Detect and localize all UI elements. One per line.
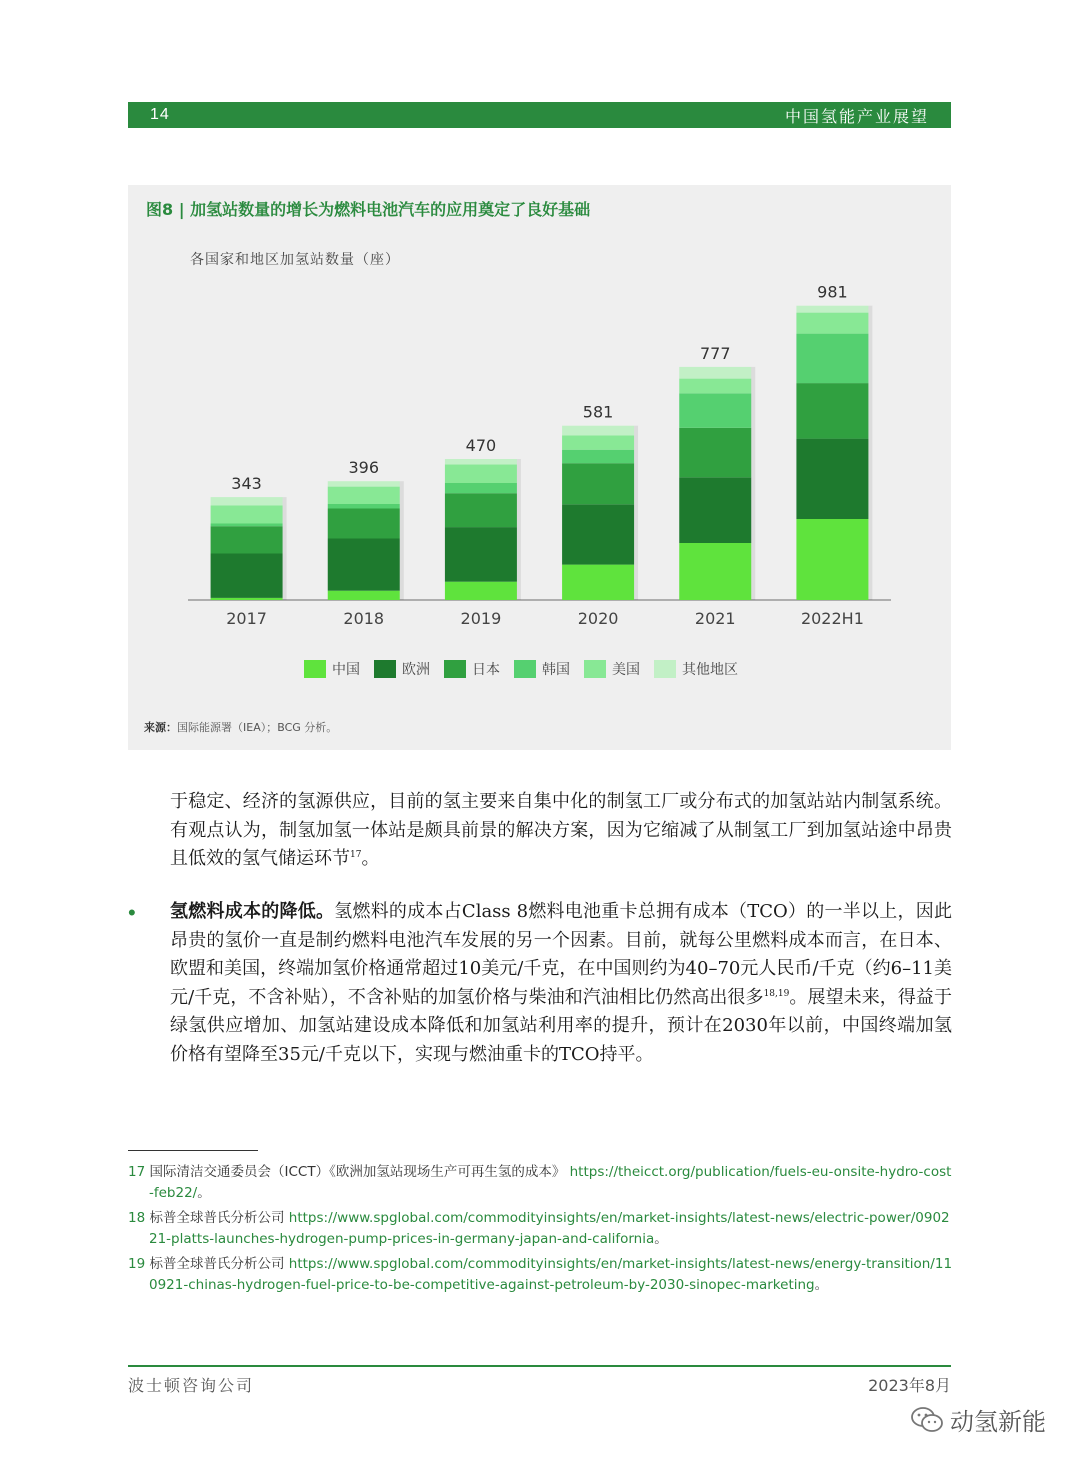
legend-label: 日本 <box>472 662 500 678</box>
source-text: 国际能源署（IEA）；BCG 分析。 <box>177 721 338 734</box>
legend-label: 韩国 <box>542 662 570 678</box>
footnote-18 <box>128 1208 953 1250</box>
legend-item-欧洲 <box>374 659 430 679</box>
bar-segment-2020-欧洲 <box>562 504 634 564</box>
paragraph-1 <box>170 788 952 874</box>
bar-segment-2019-中国 <box>445 582 517 600</box>
footnote-text: 标普全球普氏分析公司 <box>149 1210 285 1226</box>
legend-label: 美国 <box>612 662 640 678</box>
legend-swatch <box>304 660 326 678</box>
source-label: 来源： <box>144 721 177 734</box>
legend-swatch <box>374 660 396 678</box>
stacked-bar-chart <box>128 185 951 655</box>
legend-item-日本 <box>444 659 500 679</box>
legend-swatch <box>514 660 536 678</box>
x-tick-label-2021: 2021 <box>694 609 736 628</box>
footer-company: 波士顿咨询公司 <box>128 1376 255 1395</box>
total-label-2020: 581 <box>582 402 614 422</box>
bar-segment-2020-中国 <box>562 565 634 600</box>
bar-segment-2020-其他地区 <box>562 426 634 436</box>
bar-segment-2019-美国 <box>445 464 517 483</box>
bar-segment-2019-欧洲 <box>445 527 517 582</box>
watermark <box>910 1402 1046 1437</box>
bar-segment-2017-美国 <box>211 506 283 524</box>
report-title: 中国氢能产业展望 <box>784 108 929 126</box>
paragraph-2 <box>170 898 952 1069</box>
bar-shadow-2020 <box>634 426 638 600</box>
x-tick-label-2022H1: 2022H1 <box>800 609 864 628</box>
bar-segment-2017-欧洲 <box>211 554 283 598</box>
bar-shadow-2021 <box>751 367 755 600</box>
header-bar <box>128 102 951 128</box>
total-label-2018: 396 <box>348 458 380 478</box>
figure-box <box>128 185 951 750</box>
bar-segment-2020-美国 <box>562 435 634 449</box>
bar-segment-2019-日本 <box>445 493 517 527</box>
bar-segment-2022H1-韩国 <box>796 334 868 384</box>
bar-segment-2022H1-中国 <box>796 519 868 600</box>
bar-segment-2021-韩国 <box>679 393 751 428</box>
wechat-icon <box>910 1406 944 1434</box>
footnote-number: 17 <box>128 1164 146 1180</box>
footnote-end: 。 <box>814 1277 829 1293</box>
x-tick-label-2017: 2017 <box>226 609 267 628</box>
legend-item-韩国 <box>514 659 570 679</box>
footnote-end: 。 <box>197 1185 211 1201</box>
bar-segment-2022H1-欧洲 <box>796 439 868 519</box>
figure-source <box>144 719 337 735</box>
footnote-divider <box>128 1150 258 1151</box>
footnote-number: 19 <box>128 1256 146 1272</box>
bar-segment-2018-欧洲 <box>328 539 400 591</box>
bar-segment-2018-日本 <box>328 509 400 539</box>
bar-segment-2021-其他地区 <box>679 367 751 379</box>
footnote-end: 。 <box>654 1231 668 1247</box>
legend-item-中国 <box>304 659 360 679</box>
chart-subtitle: 各国家和地区加氢站数量（座） <box>190 252 400 268</box>
total-label-2021: 777 <box>699 343 731 363</box>
bar-segment-2017-其他地区 <box>211 497 283 505</box>
bar-segment-2020-韩国 <box>562 450 634 464</box>
bar-segment-2021-中国 <box>679 543 751 600</box>
footnotes <box>128 1162 953 1300</box>
para2-text-a: 氢燃料的成本占Class 8燃料电池重卡总拥有成本（TCO）的一半以上，因此昂贵的氢价一直是制约燃料电池汽车发展的另一个因素。目前，就每公里燃料成本而言，在日本、欧盟和美国，终端加氢价格通常超过10美元/千克，在中国则约为40–70元人民币/千克（约6–11美元/千克，不含补贴），不含补贴的加氢价格与柴油和汽油相比仍然高出很多 <box>170 901 952 1008</box>
legend-label: 欧洲 <box>402 662 430 678</box>
footnote-ref-18-19[interactable]: 18,19 <box>763 988 790 999</box>
bar-segment-2017-中国 <box>211 598 283 600</box>
watermark-text: 动氢新能 <box>950 1408 1046 1436</box>
legend-label: 其他地区 <box>682 662 738 678</box>
footnote-17 <box>128 1162 953 1204</box>
bar-segment-2018-中国 <box>328 591 400 600</box>
bar-segment-2018-其他地区 <box>328 481 400 486</box>
bar-shadow-2022H1 <box>868 306 872 600</box>
bar-segment-2017-日本 <box>211 526 283 553</box>
x-tick-label-2020: 2020 <box>577 609 619 628</box>
bar-shadow-2018 <box>400 481 404 600</box>
para1-end: 。 <box>361 848 380 869</box>
para2-text-b: 。展望未来，得益于绿氢供应增加、加氢站建设成本降低和加氢站利用率的提升，预计在2030年以前，中国终端加氢价格有望降至35元/千克以下，实现与燃油重卡的TCO持平。 <box>170 986 953 1065</box>
footnote-link[interactable]: https://www.spglobal.com/commodityinsights/en/market-insights/latest-news/energy-transition/110921-chinas-hydrogen-fuel-price-to-be-competitive-against-petroleum-by-2030-sinopec-marketing <box>149 1256 953 1293</box>
chart-legend <box>304 659 738 679</box>
para1-text: 于稳定、经济的氢源供应，目前的氢主要来自集中化的制氢工厂或分布式的加氢站站内制氢系统。有观点认为，制氢加氢一体站是颇具前景的解决方案，因为它缩减了从制氢工厂到加氢站途中昂贵且低效的氢气储运环节 <box>170 791 952 869</box>
legend-swatch <box>654 660 676 678</box>
footer-date: 2023年8月 <box>868 1376 951 1395</box>
bar-segment-2022H1-美国 <box>796 313 868 334</box>
total-label-2017: 343 <box>231 474 262 494</box>
bar-shadow-2019 <box>517 459 521 600</box>
total-label-2022H1: 981 <box>817 282 848 302</box>
footnote-19 <box>128 1254 953 1296</box>
bar-segment-2021-日本 <box>679 428 751 478</box>
footnote-ref-17[interactable]: 17 <box>350 850 362 860</box>
bar-segment-2021-美国 <box>679 379 751 394</box>
bar-segment-2022H1-其他地区 <box>796 306 868 313</box>
bar-segment-2019-韩国 <box>445 483 517 493</box>
legend-swatch <box>584 660 606 678</box>
legend-label: 中国 <box>332 662 360 678</box>
x-tick-label-2018: 2018 <box>343 609 385 628</box>
bar-shadow-2017 <box>283 497 287 600</box>
footnote-text: 标普全球普氏分析公司 <box>149 1256 285 1272</box>
footnote-number: 18 <box>128 1210 146 1226</box>
page-number: 14 <box>150 106 170 123</box>
footer-divider <box>128 1365 951 1367</box>
bar-segment-2018-美国 <box>328 487 400 504</box>
figure-title: 图8 | 加氢站数量的增长为燃料电池汽车的应用奠定了良好基础 <box>146 200 591 219</box>
footnote-link[interactable]: https://www.spglobal.com/commodityinsights/en/market-insights/latest-news/electric-power/090221-platts-launches-hydrogen-pump-prices-in-germany-japan-and-california <box>149 1210 950 1247</box>
legend-item-美国 <box>584 659 640 679</box>
bar-segment-2019-其他地区 <box>445 459 517 464</box>
legend-swatch <box>444 660 466 678</box>
bar-segment-2018-韩国 <box>328 504 400 509</box>
bar-segment-2021-欧洲 <box>679 477 751 543</box>
x-tick-label-2019: 2019 <box>460 609 502 628</box>
footnote-link[interactable]: https://theicct.org/publication/fuels-eu-onsite-hydro-cost-feb22/ <box>149 1164 952 1201</box>
total-label-2019: 470 <box>465 436 497 455</box>
footnote-text: 国际清洁交通委员会（ICCT）《欧洲加氢站现场生产可再生氢的成本》 <box>149 1164 566 1180</box>
bar-segment-2022H1-日本 <box>796 383 868 439</box>
bar-segment-2020-日本 <box>562 463 634 504</box>
legend-item-其他地区 <box>654 659 738 679</box>
bullet-icon: • <box>128 900 136 925</box>
bar-segment-2017-韩国 <box>211 524 283 527</box>
para2-lead: 氢燃料成本的降低。 <box>170 901 335 922</box>
